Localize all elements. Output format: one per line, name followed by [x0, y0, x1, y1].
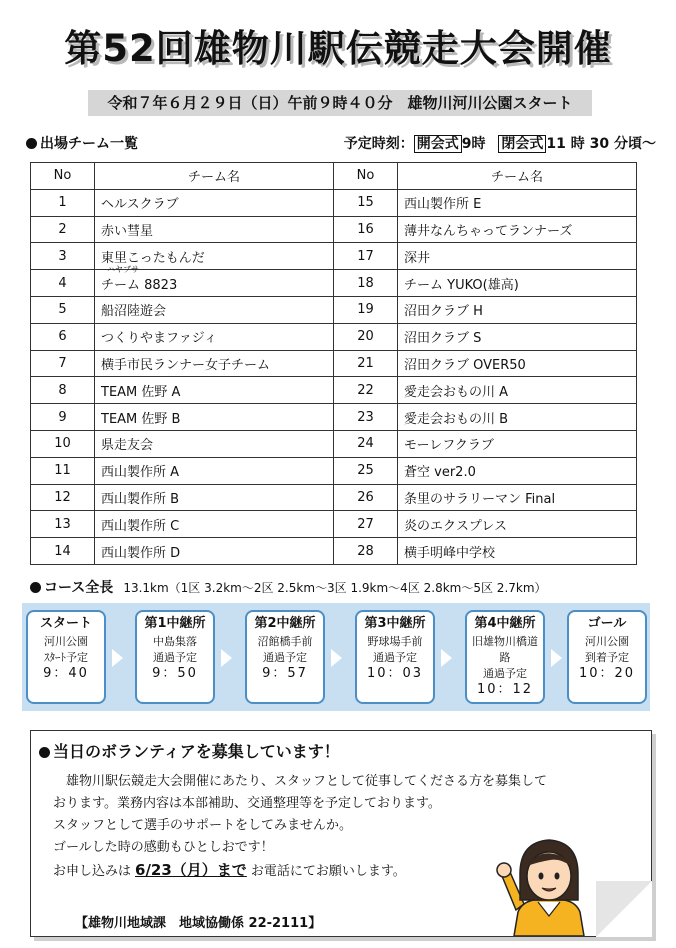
arrow-right-icon — [331, 649, 342, 667]
team-name: 西山製作所 C — [95, 511, 334, 538]
table-row — [31, 430, 637, 457]
team-name: 横手市民ランナー女子チーム — [95, 350, 334, 377]
table-row — [31, 189, 637, 216]
table-header-row — [31, 163, 637, 190]
team-no: 25 — [334, 457, 398, 484]
course-stage — [465, 610, 545, 704]
arrow-right-icon — [441, 649, 452, 667]
team-name: ハヤブサ チーム 8823 — [95, 270, 334, 297]
table-row — [31, 484, 637, 511]
team-name: 船沼陸遊会 — [95, 296, 334, 323]
team-name: 愛走会おもの川 B — [398, 404, 637, 431]
team-no: 18 — [334, 270, 398, 297]
team-no: 19 — [334, 296, 398, 323]
volunteer-text: 雄物川駅伝競走大会開催にあたり、スタッフとして従事してくださる方を募集して おります。業務内容は本部補助、交通整理等を予定しております。 スタッフとして選手のサポートをしてみませんか。 ゴールした時の感動もひとしおです！ お申し込みは 6/23（月）まで お電話にてお願いします。 — [53, 774, 548, 879]
team-no: 17 — [334, 243, 398, 270]
col-no: No — [334, 163, 398, 190]
team-name: 西山製作所 E — [398, 189, 637, 216]
team-name: 西山製作所 D — [95, 538, 334, 565]
table-row — [31, 323, 637, 350]
team-name: ヘルスクラブ — [95, 189, 334, 216]
contact-info: 【雄物川地域課 地域協働係 22-2111】 — [75, 916, 322, 931]
stage-time: 10：12 — [476, 682, 534, 697]
bullet-icon — [39, 747, 50, 758]
team-name: 赤い彗星 — [95, 216, 334, 243]
table-row — [31, 270, 637, 297]
arrow-right-icon — [112, 649, 123, 667]
closing-label: 閉会式 — [498, 135, 546, 153]
team-name: 西山製作所 B — [95, 484, 334, 511]
team-table — [30, 162, 637, 565]
team-no: 9 — [31, 404, 95, 431]
stage-label: 通過予定 — [263, 651, 307, 664]
stage-time: 9：40 — [43, 666, 89, 681]
team-no: 20 — [334, 323, 398, 350]
stage-title: 第1中継所 — [144, 616, 206, 631]
team-name: チーム YUKO(雄高) — [398, 270, 637, 297]
team-no: 27 — [334, 511, 398, 538]
team-no: 13 — [31, 511, 95, 538]
team-no: 26 — [334, 484, 398, 511]
table-row — [31, 457, 637, 484]
table-row — [31, 377, 637, 404]
opening-label: 開会式 — [414, 135, 462, 153]
stage-title: スタート — [39, 616, 92, 631]
team-no: 8 — [31, 377, 95, 404]
team-no: 11 — [31, 457, 95, 484]
team-no: 10 — [31, 430, 95, 457]
stage-place: 野球場手前 — [367, 635, 423, 648]
team-name: 愛走会おもの川 A — [398, 377, 637, 404]
stage-label: 通過予定 — [153, 651, 197, 664]
course-stage — [135, 610, 215, 704]
col-name: チーム名 — [95, 163, 334, 190]
bullet-icon — [30, 582, 41, 593]
opening-time: 9時 — [461, 136, 486, 152]
team-name: 炎のエクスプレス — [398, 511, 637, 538]
team-name: 沼田クラブ OVER50 — [398, 350, 637, 377]
stage-label: 到着予定 — [585, 651, 629, 664]
page-fold — [596, 881, 652, 937]
stage-label: 通過予定 — [483, 667, 527, 680]
stage-time: 9：57 — [262, 666, 308, 681]
team-name: TEAM 佐野 A — [95, 377, 334, 404]
team-no: 16 — [334, 216, 398, 243]
deadline: 6/23（月）まで — [135, 861, 247, 879]
table-row — [31, 216, 637, 243]
table-row — [31, 296, 637, 323]
table-row — [31, 350, 637, 377]
team-name: 県走友会 — [95, 430, 334, 457]
course-stage — [355, 610, 435, 704]
team-name: TEAM 佐野 B — [95, 404, 334, 431]
course-stage — [567, 610, 647, 704]
stage-time: 9：50 — [152, 666, 198, 681]
stage-place: 河川公園 — [585, 635, 629, 648]
teams-heading: 出場チーム一覧 — [26, 133, 138, 153]
team-name: 蒼空 ver2.0 — [398, 457, 637, 484]
arrow-right-icon — [551, 649, 562, 667]
team-name: つくりやまファジィ — [95, 323, 334, 350]
course-length: コース全長 13.1km（1区 3.2km～2区 2.5km～3区 1.9km～4区 2.8km～5区 2.7km） — [30, 577, 547, 597]
course-detail: 13.1km（1区 3.2km～2区 2.5km～3区 1.9km～4区 2.8km～5区 2.7km） — [123, 581, 547, 595]
team-no: 7 — [31, 350, 95, 377]
team-no: 23 — [334, 404, 398, 431]
stage-label: 通過予定 — [373, 651, 417, 664]
team-name: 横手明峰中学校 — [398, 538, 637, 565]
page-title: 第52回雄物川駅伝競走大会開催 — [64, 27, 612, 70]
team-no: 24 — [334, 430, 398, 457]
stage-title: 第3中継所 — [364, 616, 426, 631]
ceremony-schedule: 予定時刻： 開会式 9時 閉会式 11 時 30 分頃～ — [343, 136, 656, 152]
date-bar: 令和７年６月２９日（日）午前９時４０分 雄物川河川公園スタート — [88, 90, 592, 116]
closing-time: 11 時 30 分頃～ — [546, 136, 656, 152]
team-name: 条里のサラリーマン Final — [398, 484, 637, 511]
stage-place: 中島集落 — [153, 635, 197, 648]
team-name: 西山製作所 A — [95, 457, 334, 484]
stage-time: 10：03 — [366, 666, 424, 681]
stage-place: 旧雄物川橋道路 — [472, 635, 538, 664]
volunteer-heading: 当日のボランティアを募集しています！ — [39, 739, 340, 762]
stage-place: 河川公園 — [44, 635, 88, 648]
stage-label: ｽﾀｰﾄ予定 — [44, 651, 88, 664]
stage-place: 沼館橋手前 — [257, 635, 313, 648]
table-row — [31, 538, 637, 565]
team-no: 14 — [31, 538, 95, 565]
team-name: 沼田クラブ S — [398, 323, 637, 350]
team-name: 薄井なんちゃってランナーズ — [398, 216, 637, 243]
team-no: 1 — [31, 189, 95, 216]
team-name: 深井 — [398, 243, 637, 270]
col-no: No — [31, 163, 95, 190]
team-no: 3 — [31, 243, 95, 270]
team-no: 15 — [334, 189, 398, 216]
course-stage — [26, 610, 106, 704]
arrow-right-icon — [221, 649, 232, 667]
team-name: モーレフクラブ — [398, 430, 637, 457]
team-no: 2 — [31, 216, 95, 243]
table-row — [31, 511, 637, 538]
stage-title: 第2中継所 — [254, 616, 316, 631]
team-no: 5 — [31, 296, 95, 323]
stage-time: 10：20 — [578, 666, 636, 681]
team-no: 6 — [31, 323, 95, 350]
team-name: 沼田クラブ H — [398, 296, 637, 323]
bullet-icon — [26, 138, 37, 149]
ruby-text: ハヤブサ — [107, 264, 139, 274]
team-no: 4 — [31, 270, 95, 297]
team-no: 21 — [334, 350, 398, 377]
team-no: 22 — [334, 377, 398, 404]
table-row — [31, 404, 637, 431]
stage-title: ゴール — [587, 616, 627, 631]
team-name: 東里こったもんだ — [95, 243, 334, 270]
col-name: チーム名 — [398, 163, 637, 190]
team-no: 12 — [31, 484, 95, 511]
stage-title: 第4中継所 — [474, 616, 536, 631]
course-route — [22, 603, 650, 711]
team-no: 28 — [334, 538, 398, 565]
course-stage — [245, 610, 325, 704]
volunteer-girl-illustration — [494, 826, 604, 936]
